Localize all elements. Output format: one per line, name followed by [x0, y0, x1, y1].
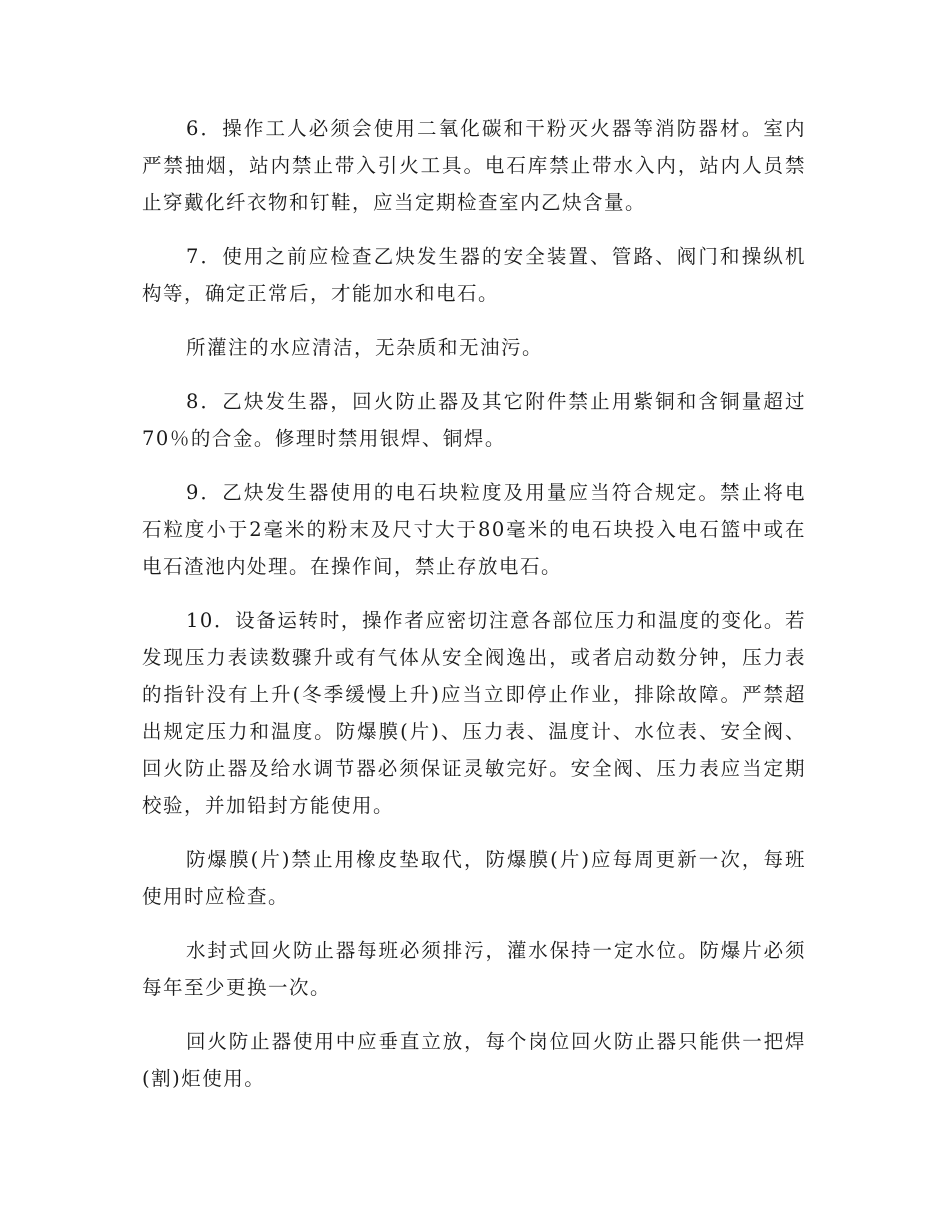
paragraph-item-7: 7．使用之前应检查乙炔发生器的安全装置、管路、阀门和操纵机构等，确定正常后，才能加水和电石。 [142, 245, 806, 305]
paragraph-item-9: 9．乙炔发生器使用的电石块粒度及用量应当符合规定。禁止将电石粒度小于2毫米的粉末及尺寸大于80毫米的电石块投入电石篮中或在电石渣池内处理。在操作间，禁止存放电石。 [142, 481, 806, 578]
paragraph-arrester-usage: 回火防止器使用中应垂直立放，每个岗位回火防止器只能供一把焊(割)炬使用。 [142, 1030, 806, 1090]
paragraph-water-seal-arrester: 水封式回火防止器每班必须排污，灌水保持一定水位。防爆片必须每年至少更换一次。 [142, 939, 806, 999]
paragraph-explosion-membrane: 防爆膜(片)禁止用橡皮垫取代，防爆膜(片)应每周更新一次，每班使用时应检查。 [142, 848, 806, 908]
document-body [142, 110, 806, 1114]
paragraph-item-10: 10．设备运转时，操作者应密切注意各部位压力和温度的变化。若发现压力表读数骤升或有气体从安全阀逸出，或者启动数分钟，压力表的指针没有上升(冬季缓慢上升)应当立即停止作业，排除故障。严禁超出规定压力和温度。防爆膜(片)、压力表、温度计、水位表、安全阀、回火防止器及给水调节器必须保证灵敏完好。安全阀、压力表应当定期校验，并加铅封方能使用。 [142, 609, 806, 817]
paragraph-item-8: 8．乙炔发生器，回火防止器及其它附件禁止用紫铜和含铜量超过70％的合金。修理时禁用银焊、铜焊。 [142, 390, 806, 450]
paragraph-water-cleanliness: 所灌注的水应清洁，无杂质和无油污。 [186, 336, 544, 359]
paragraph-item-6: 6．操作工人必须会使用二氧化碳和干粉灭火器等消防器材。室内严禁抽烟，站内禁止带入引火工具。电石库禁止带水入内，站内人员禁止穿戴化纤衣物和钉鞋，应当定期检查室内乙炔含量。 [142, 117, 806, 214]
